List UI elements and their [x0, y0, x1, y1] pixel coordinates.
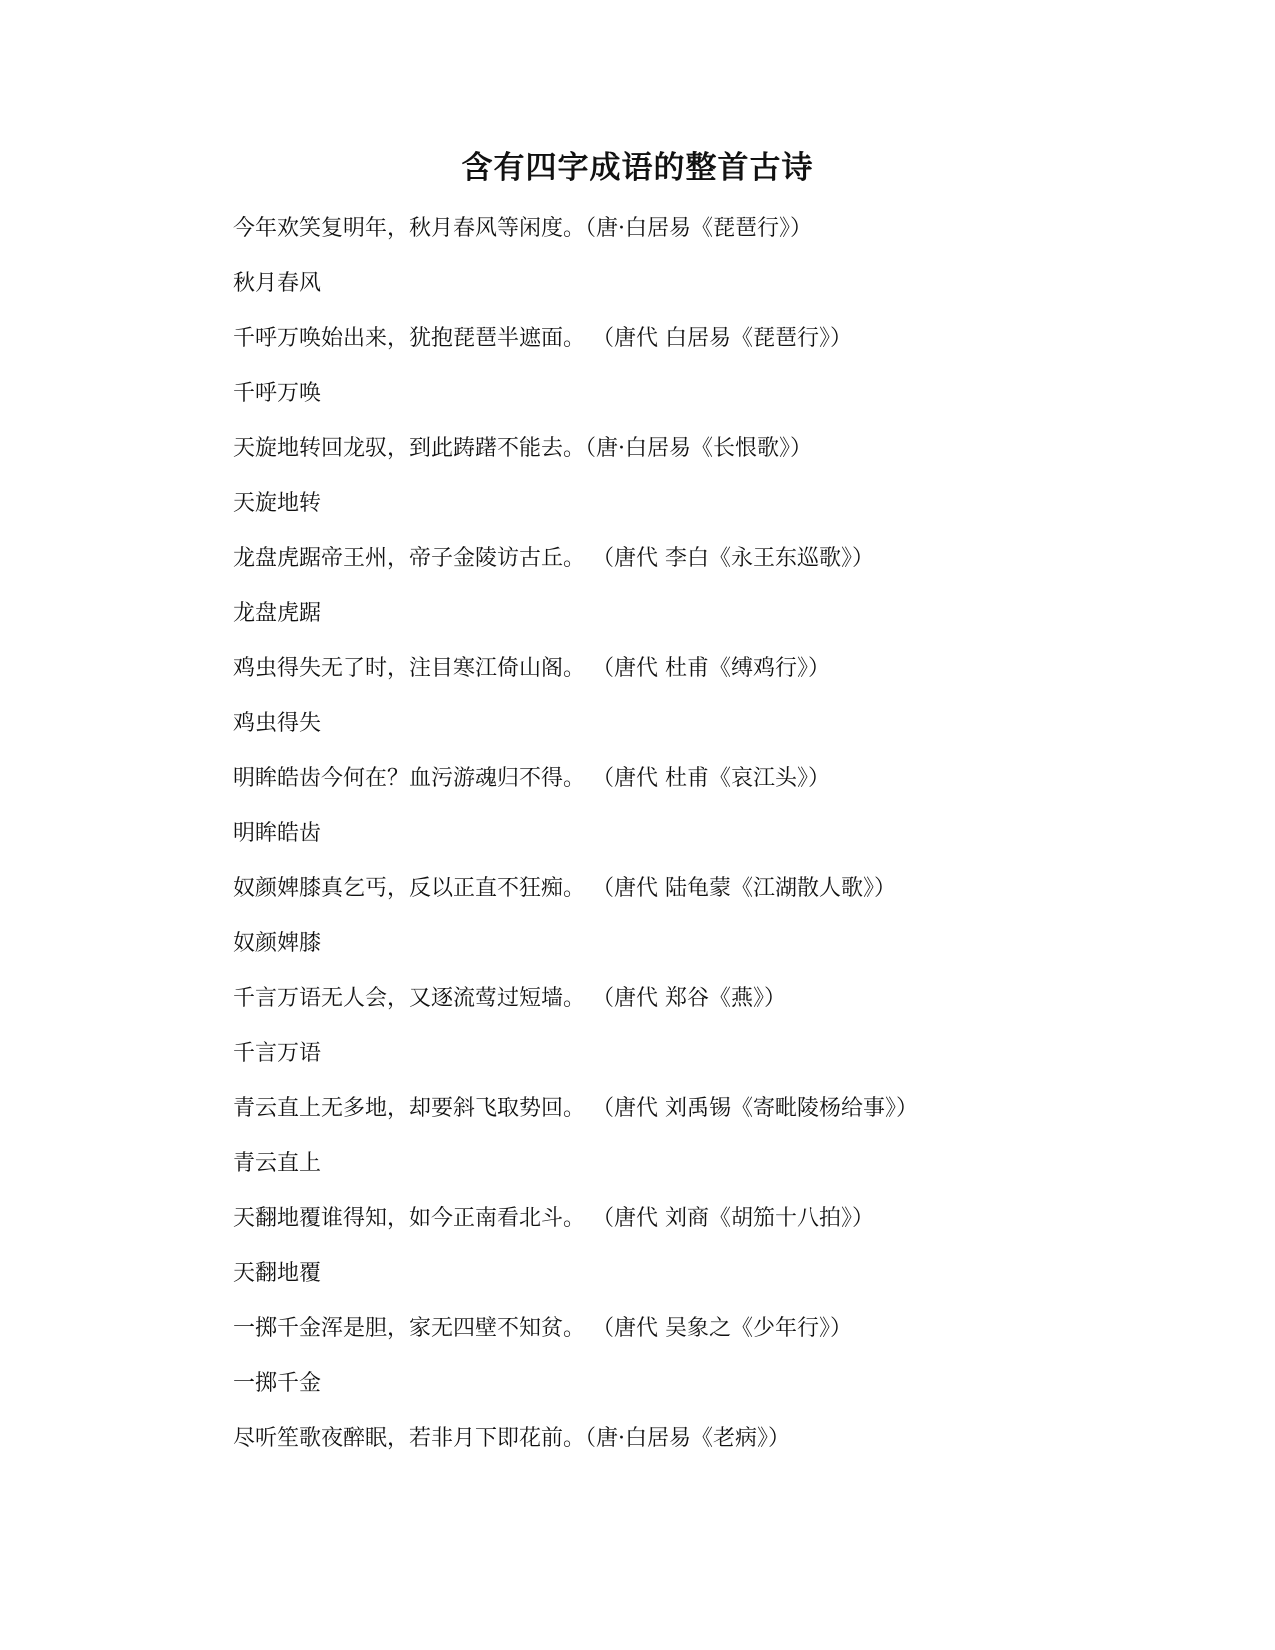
- idiom-line: 天翻地覆: [233, 1261, 322, 1286]
- idiom-line: 明眸皓齿: [233, 821, 322, 846]
- idiom-line: 千言万语: [233, 1041, 322, 1066]
- idiom-line: 天旋地转: [233, 491, 322, 516]
- verse-line: 明眸皓齿今何在？血污游魂归不得。 （唐代 杜甫《哀江头》）: [233, 766, 830, 791]
- verse-line: 鸡虫得失无了时，注目寒江倚山阁。 （唐代 杜甫《缚鸡行》）: [233, 656, 830, 681]
- verse-line: 一掷千金浑是胆，家无四壁不知贫。 （唐代 吴象之《少年行》）: [233, 1316, 852, 1341]
- idiom-line: 一掷千金: [233, 1371, 322, 1396]
- verse-line: 龙盘虎踞帝王州，帝子金陵访古丘。 （唐代 李白《永王东巡歌》）: [233, 546, 874, 571]
- verse-line: 今年欢笑复明年，秋月春风等闲度。（唐·白居易《琵琶行》）: [233, 216, 812, 241]
- idiom-line: 秋月春风: [233, 271, 322, 296]
- idiom-line: 奴颜婢膝: [233, 931, 322, 956]
- verse-line: 青云直上无多地，却要斜飞取势回。 （唐代 刘禹锡《寄毗陵杨给事》）: [233, 1096, 918, 1121]
- page-title: 含有四字成语的整首古诗: [461, 150, 814, 186]
- verse-line: 天旋地转回龙驭，到此踌躇不能去。（唐·白居易《长恨歌》）: [233, 436, 812, 461]
- idiom-line: 千呼万唤: [233, 381, 322, 406]
- idiom-line: 鸡虫得失: [233, 711, 322, 736]
- idiom-line: 龙盘虎踞: [233, 601, 322, 626]
- verse-line: 尽听笙歌夜醉眠，若非月下即花前。（唐·白居易《老病》）: [233, 1426, 790, 1451]
- poem-list: [233, 214, 1193, 1479]
- idiom-line: 青云直上: [233, 1151, 322, 1176]
- verse-line: 千言万语无人会，又逐流莺过短墙。 （唐代 郑谷《燕》）: [233, 986, 786, 1011]
- verse-line: 千呼万唤始出来，犹抱琵琶半遮面。 （唐代 白居易《琵琶行》）: [233, 326, 852, 351]
- verse-line: 奴颜婢膝真乞丐，反以正直不狂痴。 （唐代 陆龟蒙《江湖散人歌》）: [233, 876, 896, 901]
- verse-line: 天翻地覆谁得知，如今正南看北斗。 （唐代 刘商《胡笳十八拍》）: [233, 1206, 874, 1231]
